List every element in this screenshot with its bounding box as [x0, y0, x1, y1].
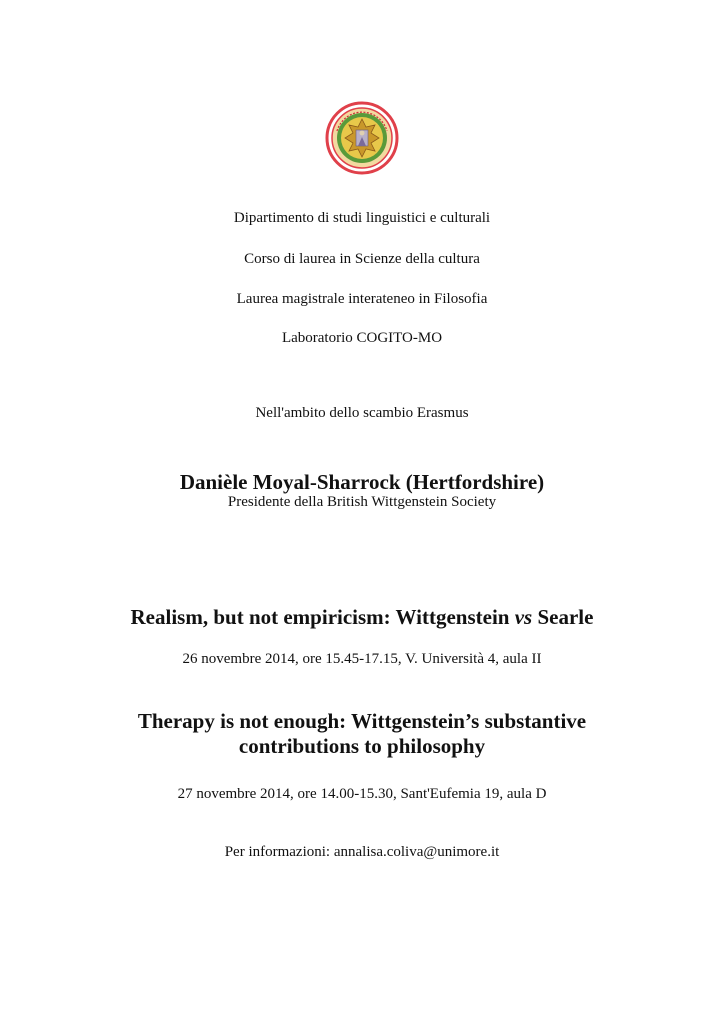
- department-line: Dipartimento di studi linguistici e culturali: [233, 210, 491, 226]
- talk-1-title: [0, 605, 724, 630]
- context-line: Nell'ambito dello scambio Erasmus: [255, 405, 469, 421]
- talk-1-title-part: Realism, but not empiricism: Wittgenstein: [130, 605, 515, 629]
- speaker-name: Danièle Moyal-Sharrock (Hertfordshire): [179, 470, 545, 494]
- contact-line: Per informazioni: annalisa.coliva@unimore.it: [224, 844, 500, 860]
- lab-line: Laboratorio COGITO-MO: [281, 330, 443, 346]
- masters-line: Laurea magistrale interateneo in Filosofia: [236, 291, 488, 307]
- university-seal-icon: [325, 101, 399, 175]
- speaker-affiliation: Presidente della British Wittgenstein Society: [227, 494, 497, 510]
- talk-1-title-italic: vs: [514, 605, 533, 629]
- talk-2-title-line-1: Therapy is not enough: Wittgenstein’s substantive: [137, 709, 587, 733]
- talk-2-title-line-2: contributions to philosophy: [238, 734, 486, 758]
- talk-2-details: 27 novembre 2014, ore 14.00-15.30, Sant'Eufemia 19, aula D: [177, 786, 547, 802]
- talk-1-details: 26 novembre 2014, ore 15.45-17.15, V. Università 4, aula II: [182, 651, 542, 667]
- talk-1-title-part: Searle: [532, 605, 594, 629]
- course-line: Corso di laurea in Scienze della cultura: [244, 251, 480, 267]
